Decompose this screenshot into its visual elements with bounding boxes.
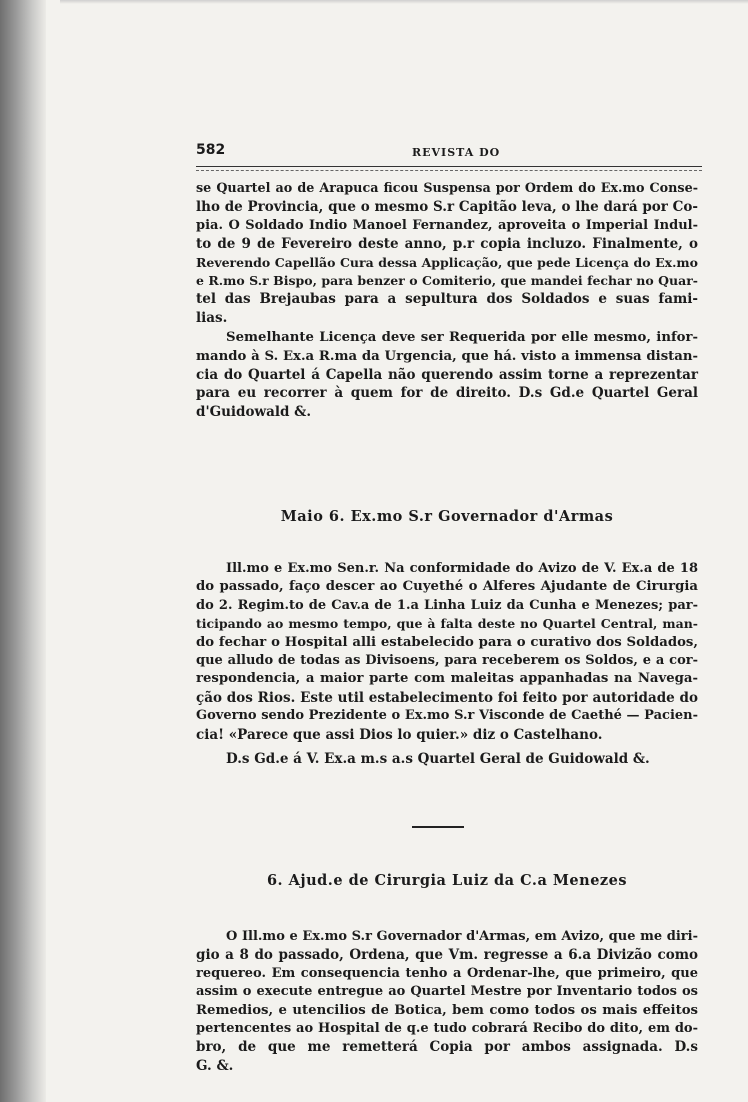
text-line: mando à S. Ex.a R.ma da Urgencia, que há. visto a immensa distan- xyxy=(196,348,698,364)
page-header xyxy=(196,142,702,166)
text-line: D.s Gd.e á V. Ex.a m.s a.s Quartel Geral de Guidowald &. xyxy=(226,751,650,768)
text-line: lias. xyxy=(196,309,228,326)
section-divider xyxy=(412,826,464,828)
text-line: G. &. xyxy=(196,1057,234,1074)
section2-heading: Maio 6. Ex.mo S.r Governador d'Armas xyxy=(280,508,614,525)
section1-paragraph2 xyxy=(196,329,698,421)
running-title: REVISTA DO xyxy=(412,146,501,159)
text-line: Reverendo Capellão Cura dessa Applicação, que pede Licença do Ex.mo xyxy=(196,254,698,270)
section1-text xyxy=(196,180,698,421)
text-line: Ill.mo e Ex.mo Sen.r. Na conformidade do Avizo de V. Ex.a de 18 xyxy=(226,561,698,576)
section2-text xyxy=(196,560,698,768)
text-line: pertencentes ao Hospital de q.e tudo cobrará Recibo do dito, em do- xyxy=(196,1021,698,1037)
text-line: cia do Quartel á Capella não querendo assim torne a reprezentar xyxy=(196,367,698,384)
text-line: gio a 8 do passado, Ordena, que Vm. regresse a 6.a Divizão como xyxy=(196,947,698,964)
text-line: para eu recorrer à quem for de direito. D.s Gd.e Quartel Geral xyxy=(196,385,698,402)
text-line: respondencia, a maior parte com maleitas appanhadas na Navega- xyxy=(196,671,698,687)
section2-paragraph1 xyxy=(196,560,698,744)
text-line: do 2. Regim.to de Cav.a de 1.a Linha Luiz da Cunha e Menezes; par- xyxy=(196,597,698,613)
page-number: 582 xyxy=(196,142,226,158)
text-line: requereo. Em consequencia tenho a Ordenar-lhe, que primeiro, que xyxy=(196,965,698,981)
text-line: to de 9 de Fevereiro deste anno, p.r copia incluzo. Finalmente, o xyxy=(196,236,698,253)
page-binding-shadow xyxy=(0,0,46,1102)
text-line: O Ill.mo e Ex.mo S.r Governador d'Armas, em Avizo, que me diri- xyxy=(226,929,698,944)
text-line: que alludo de todas as Divisoens, para receberem os Soldos, e a cor- xyxy=(196,653,698,669)
text-line: lho de Provincia, que o mesmo S.r Capitão leva, o lhe dará por Co- xyxy=(196,199,698,216)
section1-paragraph1 xyxy=(196,180,698,327)
text-line: Remedios, e utencilios de Botica, bem como todos os mais effeitos xyxy=(196,1002,698,1018)
text-line: do passado, faço descer ao Cuyethé o Alferes Ajudante de Cirurgia xyxy=(196,579,698,595)
text-line: Governo sendo Prezidente o Ex.mo S.r Visconde de Caethé — Pacien- xyxy=(196,708,698,724)
section3-paragraph1 xyxy=(196,928,698,1075)
text-line: cia! «Parece que assi Dios lo quier.» diz o Castelhano. xyxy=(196,726,603,743)
text-line: tel das Brejaubas para a sepultura dos Soldados e suas fami- xyxy=(196,291,698,308)
text-line: e R.mo S.r Bispo, para benzer o Comiterio, que mandei fechar no Quar- xyxy=(196,273,698,289)
text-line: ticipando ao mesmo tempo, que à falta deste no Quartel Central, man- xyxy=(196,616,698,632)
top-edge-shadow xyxy=(60,0,748,4)
section3-text xyxy=(196,928,698,1075)
text-line: do fechar o Hospital alli estabelecido para o curativo dos Soldados, xyxy=(196,634,698,650)
text-line: se Quartel ao de Arapuca ficou Suspensa por Ordem do Ex.mo Conse- xyxy=(196,181,698,196)
text-line: bro, de que me remetterá Copia por ambos assignada. D.s xyxy=(196,1039,698,1056)
text-line: d'Guidowald &. xyxy=(196,403,312,420)
header-rule xyxy=(196,166,702,171)
text-line: Semelhante Licença deve ser Requerida por elle mesmo, infor- xyxy=(226,330,698,346)
text-line: ção dos Rios. Este util estabelecimento foi feito por autoridade do xyxy=(196,689,698,706)
text-line: assim o execute entregue ao Quartel Mestre por Inventario todos os xyxy=(196,984,698,1000)
text-line: pia. O Soldado Indio Manoel Fernandez, aproveita o Imperial Indul- xyxy=(196,217,698,233)
section2-closing xyxy=(196,750,698,768)
section3-heading: 6. Ajud.e de Cirurgia Luiz da C.a Menezes xyxy=(266,872,628,889)
